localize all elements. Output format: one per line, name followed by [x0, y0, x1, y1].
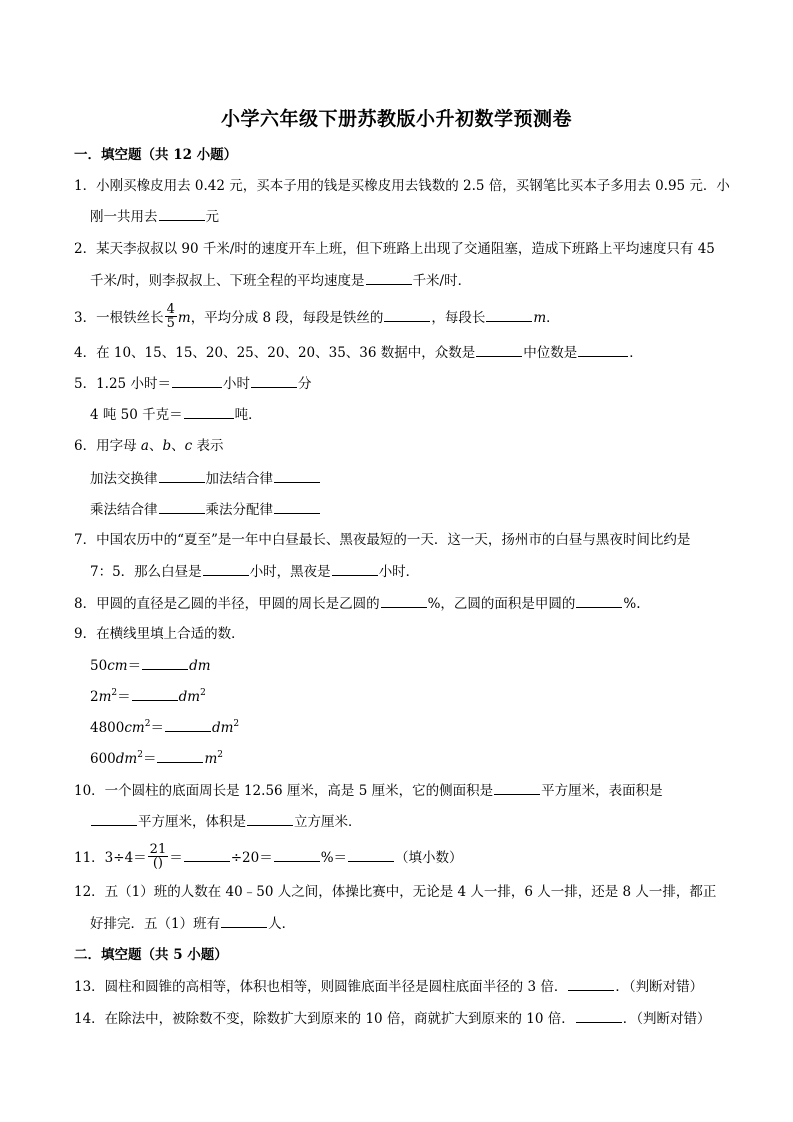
question-2-line-1: 2．某天李叔叔以 90 千米/时的速度开车上班，但下班路上出现了交通阻塞，造成下班路上平均速度只有 45: [74, 241, 715, 257]
answer-blank[interactable]: [142, 655, 188, 670]
question-12-line-2: 好排完．五（1）班有 人．: [90, 913, 733, 934]
answer-blank[interactable]: [184, 847, 230, 862]
answer-blank[interactable]: [576, 1008, 622, 1023]
answer-blank[interactable]: [576, 593, 622, 608]
answer-blank[interactable]: [159, 206, 205, 221]
answer-blank[interactable]: [203, 561, 249, 576]
answer-blank[interactable]: [251, 373, 297, 388]
answer-blank[interactable]: [274, 468, 320, 483]
question-7-line-2: 7：5．那么白昼是 小时，黑夜是 小时．: [90, 561, 733, 582]
answer-blank[interactable]: [132, 686, 178, 701]
question-6-row-1: 加法交换律 加法结合律: [90, 468, 733, 489]
answer-blank[interactable]: [486, 307, 532, 322]
section-heading-2: 二．填空题（共 5 小题）: [74, 947, 228, 963]
answer-blank[interactable]: [274, 847, 320, 862]
question-14: 14．在除法中，被除数不变，除数扩大到原来的 10 倍，商就扩大到原来的 10 倍． ．（判断对错）: [74, 1008, 733, 1029]
question-9-row-1: 50cm＝ dm: [90, 655, 733, 676]
answer-blank[interactable]: [348, 847, 394, 862]
question-5-line-2: 4 吨 50 千克＝ 吨．: [90, 404, 733, 425]
question-10-line-1: 10．一个圆柱的底面周长是 12.56 厘米，高是 5 厘米，它的侧面积是 平方厘米，表面积是: [74, 780, 733, 801]
question-8: 8．甲圆的直径是乙圆的半径，甲圆的周长是乙圆的 %，乙圆的面积是甲圆的 %.: [74, 593, 733, 614]
answer-blank[interactable]: [384, 307, 430, 322]
question-4: 4．在 10、15、15、20、25、20、20、35、36 数据中，众数是 中位数是 ．: [74, 342, 733, 363]
question-1-line-1: 1．小刚买橡皮用去 0.42 元，买本子用的钱是买橡皮用去钱数的 2.5 倍，买钢笔比买本子多用去 0.95 元．小: [74, 178, 730, 194]
answer-blank[interactable]: [274, 499, 320, 514]
question-6-stem: 6．用字母 a、b、c 表示: [74, 438, 224, 454]
answer-blank[interactable]: [247, 811, 293, 826]
answer-blank[interactable]: [159, 468, 205, 483]
fraction: $\frac{4}{5}$: [166, 302, 175, 331]
answer-blank[interactable]: [165, 717, 211, 732]
answer-blank[interactable]: [184, 404, 234, 419]
question-9-row-3: $4800cm^2= dm^2$: [90, 719, 240, 736]
answer-blank[interactable]: [332, 561, 378, 576]
answer-blank[interactable]: [476, 342, 522, 357]
fraction: $\frac{21}{()}$: [149, 842, 167, 871]
answer-blank[interactable]: [157, 748, 203, 763]
answer-blank[interactable]: [159, 499, 205, 514]
question-7-line-1: 7．中国农历中的“夏至”是一年中白昼最长、黑夜最短的一天．这一天，扬州市的白昼与黑夜时间比约是: [74, 532, 691, 548]
answer-blank[interactable]: [494, 780, 540, 795]
answer-blank[interactable]: [221, 913, 267, 928]
question-5-line-1: 5．1.25 小时＝ 小时 分: [74, 373, 733, 394]
answer-blank[interactable]: [381, 593, 427, 608]
page-title: 小学六年级下册苏教版小升初数学预测卷: [220, 108, 572, 130]
section-heading-1: 一．填空题（共 12 小题）: [74, 147, 238, 163]
answer-blank[interactable]: [172, 373, 222, 388]
answer-blank[interactable]: [91, 811, 137, 826]
question-9-stem: 9．在横线里填上合适的数．: [74, 626, 245, 642]
question-1-line-2: 刚一共用去 元: [90, 206, 733, 227]
question-11: 11．3÷4＝ $\frac{21}{()}$ ＝ ÷20＝ %＝ （填小数）: [74, 842, 463, 871]
question-3: 3．一根铁丝长 $\frac{4}{5}$ m，平均分成 8 段，每段是铁丝的 ，每段长 m．: [74, 302, 560, 331]
question-2-line-2: 千米/时，则李叔叔上、下班全程的平均速度是 千米/时．: [90, 270, 733, 291]
question-13: 13．圆柱和圆锥的高相等，体积也相等，则圆锥底面半径是圆柱底面半径的 3 倍． ．（判断对错）: [74, 976, 733, 997]
question-12-line-1: 12．五（1）班的人数在 40﹣50 人之间，体操比赛中，无论是 4 人一排，6 人一排，还是 8 人一排，都正: [74, 884, 717, 900]
question-9-row-2: $2m^2= dm^2$: [90, 688, 206, 705]
question-10-line-2: 平方厘米，体积是 立方厘米．: [90, 811, 733, 832]
question-6-row-2: 乘法结合律 乘法分配律: [90, 499, 733, 520]
answer-blank[interactable]: [578, 342, 628, 357]
answer-blank[interactable]: [366, 270, 412, 285]
question-9-row-4: $600dm^2= m^2$: [90, 750, 224, 767]
answer-blank[interactable]: [568, 976, 614, 991]
